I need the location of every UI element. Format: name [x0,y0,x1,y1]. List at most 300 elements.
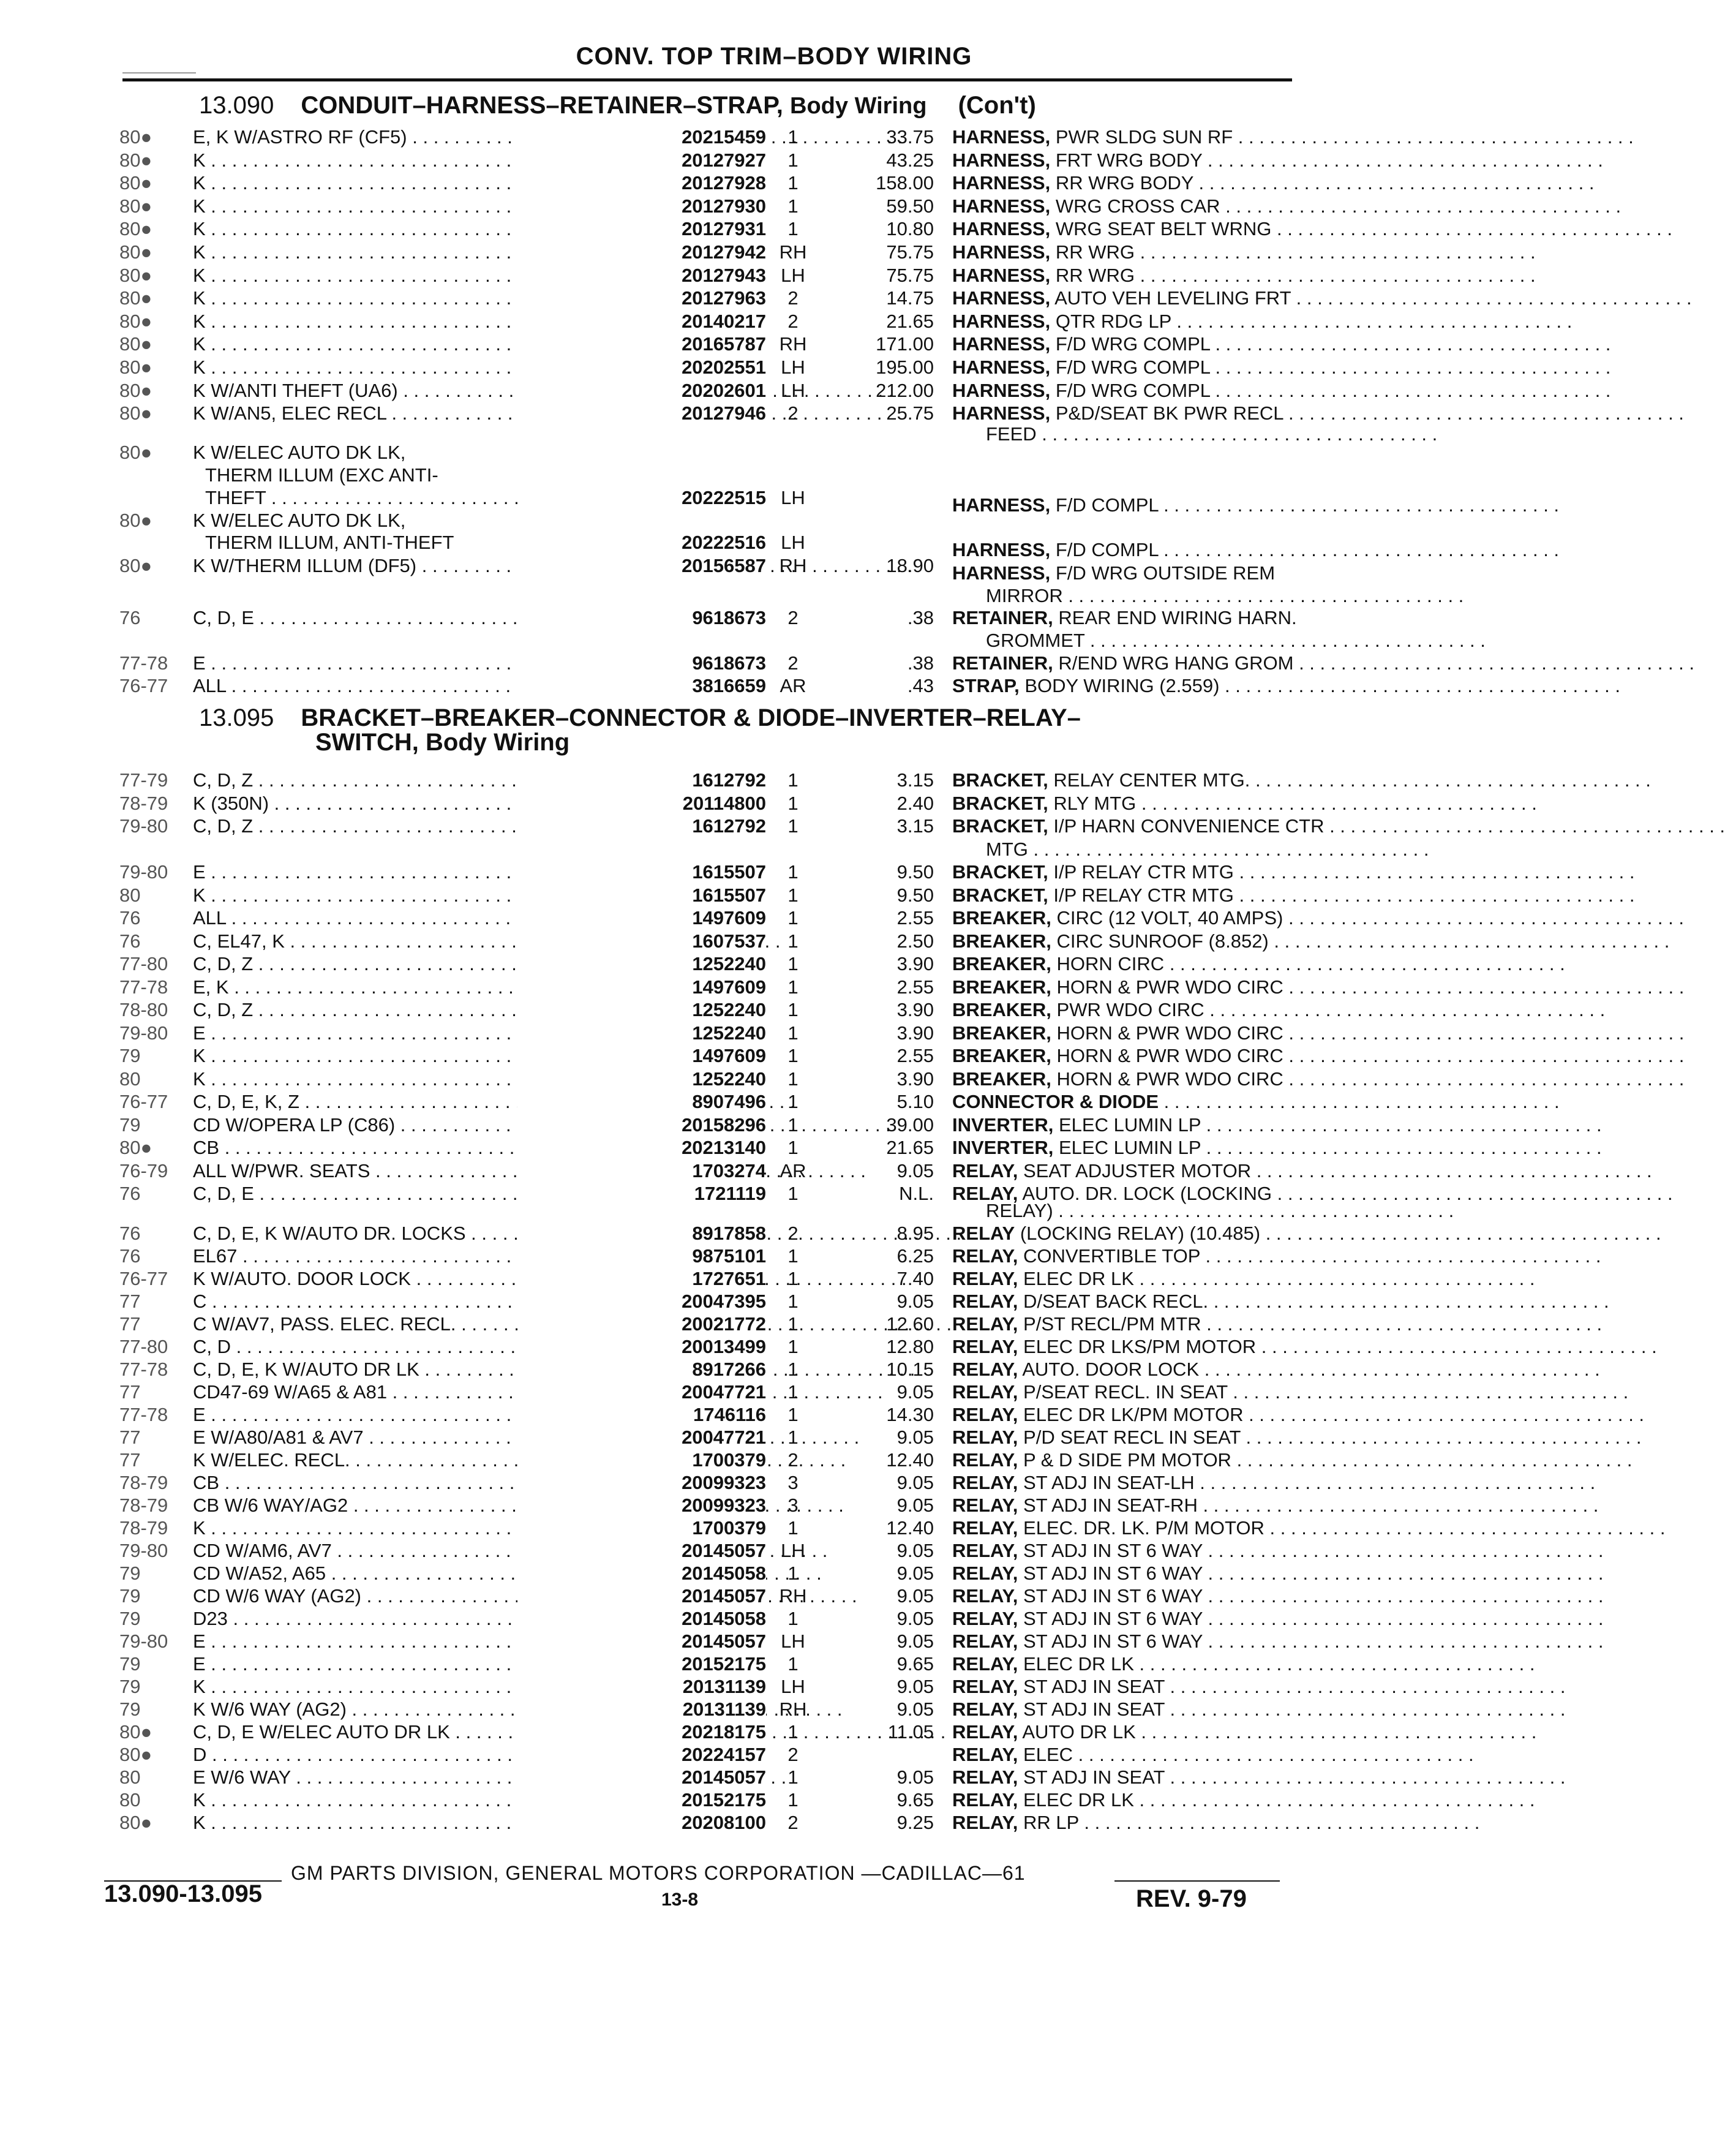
year-cell: 77-78 [119,976,168,998]
year-cell: 76-77 [119,1091,168,1112]
table-row [119,861,1289,884]
price-cell: .38 [907,652,934,674]
qty-cell: 1 [787,1183,799,1204]
qty-cell: 3 [787,1472,799,1493]
item-desc: F/D WRG COMPL [1055,333,1210,355]
desc-cell [952,1449,1289,1472]
year-cell: 77 [119,1313,141,1335]
item-name: BRACKET, [952,815,1048,837]
table-row [119,509,1289,532]
table-row [119,1698,1289,1721]
table-row [119,1290,1289,1313]
table-row [119,1114,1289,1137]
item-name: HARNESS, [952,172,1051,194]
table-row [119,1403,1289,1427]
item-desc: ST ADJ IN SEAT-RH [1023,1494,1198,1516]
desc-cell [952,264,1289,287]
table-row [119,1630,1289,1653]
item-desc: R/END WRG HANG GROM [1058,652,1294,674]
item-desc: FRT WRG BODY [1055,149,1203,171]
item-name: HARNESS, [952,287,1051,309]
table-row [119,1090,1289,1114]
part-number-cell: 1252240 [517,952,766,976]
desc-cell [952,674,1289,698]
year-cell: 77-78 [119,1404,168,1425]
section-13-095-heading [199,704,1081,731]
qty-cell: LH [781,379,805,401]
item-desc: F/D WRG COMPL [1055,356,1210,378]
item-name: RELAY, [952,1245,1018,1267]
item-desc: RELAY CENTER MTG. [1053,769,1250,791]
item-name: BRACKET, [952,792,1048,814]
table-row [119,333,1289,356]
item-desc: CIRC (12 VOLT, 40 AMPS) [1056,907,1283,929]
year-cell: 76 [119,930,141,952]
qty-cell: 2 [787,652,799,674]
qty-cell: 1 [787,1045,799,1066]
table-row [119,217,1289,241]
item-desc: PWR SLDG SUN RF [1055,126,1233,148]
year-cell: 76 [119,607,141,628]
qty-cell: LH [781,1676,805,1697]
item-name: RETAINER, [952,607,1053,628]
item-desc: ST ADJ IN ST 6 WAY [1023,1608,1203,1629]
item-desc: CIRC SUNROOF (8.852) [1056,930,1269,952]
model-cell: C, D, E W/ELEC AUTO DR LK . . . [193,1721,634,1744]
item-name: HARNESS, [952,241,1051,263]
part-number-cell: 20140217 [517,310,766,333]
price-cell: 3.90 [896,1068,934,1090]
item-name: HARNESS, [952,379,1051,401]
item-desc: WRG CROSS CAR [1055,195,1220,217]
item-desc: ELEC DR LK/PM MOTOR [1023,1404,1244,1425]
model-cell: THERM ILLUM (EXC ANTI- [205,464,438,486]
price-cell: 3.15 [896,815,934,837]
year-cell: 79 [119,1608,141,1629]
section-subtitle: Body Wiring [790,93,927,119]
part-number-cell: 20152175 [517,1789,766,1812]
part-number-cell: 1721119 [517,1182,766,1205]
part-number-cell: 3816659 [517,674,766,698]
desc-cell [952,1381,1289,1404]
item-desc: HORN CIRC [1056,953,1165,974]
table-row [119,1517,1289,1540]
price-cell: 9.50 [896,884,934,906]
desc-continuation: FEED . . . [986,423,1289,446]
year-cell: 80● [119,172,152,194]
item-name: RELAY, [952,1449,1018,1471]
price-cell: 9.65 [896,1789,934,1811]
qty-cell: LH [781,356,805,378]
part-number-cell: 20224157 [517,1743,766,1766]
table-row [119,172,1289,195]
year-cell: 77 [119,1291,141,1312]
model-cell: C, D, Z . . . [193,815,634,838]
header-rule [122,78,1292,81]
qty-cell: 2 [787,1449,799,1471]
model-cell: K . . . [193,195,634,218]
item-desc: ELEC. DR. LK. P/M MOTOR [1023,1517,1265,1539]
year-cell: 80● [119,264,152,286]
price-cell: .43 [907,675,934,696]
item-name: RELAY, [952,1766,1018,1788]
item-desc: P/ST RECL/PM MTR [1023,1313,1201,1335]
desc-cell [952,1607,1289,1630]
table-row [119,1675,1289,1698]
desc-cell [952,287,1289,310]
item-desc: ST ADJ IN SEAT [1023,1698,1165,1720]
section-number: 13.090 [199,92,274,119]
model-cell: E . . . [193,1630,634,1653]
model-cell: K W/ELEC AUTO DK LK, [193,510,406,531]
part-number-cell: 20127963 [517,287,766,310]
part-number-cell: 1727651 [517,1267,766,1291]
part-number-cell: 8917858 [517,1222,766,1245]
year-cell: 79 [119,1562,141,1584]
desc-cell [952,1471,1289,1494]
table-row [119,1044,1289,1068]
model-cell: CD W/OPERA LP (C86) . . . [193,1114,634,1137]
item-desc: AUTO. DR. LOCK (LOCKING [1022,1183,1272,1204]
part-number-cell: 20213140 [517,1136,766,1159]
page-title: CONV. TOP TRIM–BODY WIRING [576,43,972,70]
model-cell: CB . . . [193,1471,634,1494]
price-cell: 12.60 [886,1313,934,1335]
year-cell: 77-78 [119,1359,168,1380]
desc-cell [952,333,1289,356]
desc-cell [952,976,1289,999]
price-cell: 8.95 [896,1223,934,1244]
qty-cell: RH [779,241,807,263]
desc-cell [952,1743,1289,1766]
table-row [119,1068,1289,1091]
desc-cell [952,1403,1289,1427]
year-cell: 79 [119,1698,141,1720]
table-row [119,606,1297,630]
year-cell: 80● [119,1812,152,1833]
item-desc: ST ADJ IN SEAT [1023,1676,1165,1697]
table-row [119,1381,1289,1404]
year-cell: 79 [119,1676,141,1697]
item-desc: F/D WRG COMPL [1055,379,1210,401]
item-name: RELAY, [952,1268,1018,1289]
item-desc: F/D WRG OUTSIDE REM [1055,562,1276,584]
part-number-cell: 20131139 [517,1675,766,1698]
year-cell: 80● [119,1744,152,1765]
year-cell: 80● [119,218,152,240]
year-cell: 80● [119,1137,152,1158]
part-number-cell: 1252240 [517,1068,766,1091]
qty-cell: 1 [787,1091,799,1112]
header-rule-thin [122,72,196,74]
item-name: RELAY, [952,1183,1018,1204]
table-row [119,241,1289,264]
section-title-cont: SWITCH, [315,729,419,756]
model-cell: ALL W/PWR. SEATS . . . [193,1159,634,1183]
qty-cell: 2 [787,310,799,332]
item-name: RELAY, [952,1494,1018,1516]
desc-cell [952,149,1289,172]
section-title: BRACKET–BREAKER–CONNECTOR & DIODE–INVERTER–RELAY– [301,704,1081,731]
part-number-cell: 20047395 [517,1290,766,1313]
model-cell: E W/A80/A81 & AV7 . . . [193,1426,634,1449]
price-cell: N.L. [899,1183,934,1204]
desc-cell [952,1721,1289,1744]
price-cell: 212.00 [876,379,934,401]
model-cell: K W/ANTI THEFT (UA6) . . . [193,379,634,402]
price-cell: 9.05 [896,1766,934,1788]
year-cell: 80● [119,333,152,355]
desc-cell [952,952,1289,976]
price-cell: 2.40 [896,792,934,814]
price-cell: 18.90 [886,555,934,576]
desc-cell [952,379,1289,402]
year-cell: 77 [119,1449,141,1471]
price-cell: 39.00 [886,1114,934,1136]
part-number-cell: 9618673 [517,652,766,675]
model-cell: K . . . [193,149,634,172]
item-name: RELAY, [952,1653,1018,1675]
qty-cell: LH [781,532,805,553]
desc-cell [952,356,1289,379]
table-row [119,1585,1289,1608]
qty-cell: 1 [787,815,799,837]
qty-cell: LH [781,487,805,508]
price-cell: 3.90 [896,999,934,1020]
desc-cell [952,815,1325,838]
qty-cell: 1 [787,1268,799,1289]
desc-cell [952,1222,1289,1245]
price-cell: 9.05 [896,1630,934,1652]
model-cell: CD47-69 W/A65 & A81 . . . [193,1381,634,1404]
desc-cell [952,1114,1289,1137]
desc-cell [952,1562,1289,1585]
part-number-cell: 20099323 [517,1471,766,1494]
desc-cell [952,1044,1289,1068]
desc-cell [952,402,1289,425]
qty-cell: 2 [787,402,799,424]
model-cell: CD W/A52, A65 . . . [193,1562,634,1585]
part-number-cell: 20145057 [517,1766,766,1789]
table-row [119,1766,1289,1789]
table-row [119,1539,1289,1562]
year-cell: 80 [119,1068,141,1090]
model-cell: K . . . [193,1811,634,1834]
part-number-cell: 20127927 [517,149,766,172]
qty-cell: 1 [787,1114,799,1136]
model-cell: K (350N) . . . [193,792,634,815]
part-number-cell: 20202551 [517,356,766,379]
model-cell: K W/ELEC. RECL. . . . [193,1449,634,1472]
year-cell: 76-79 [119,1159,168,1182]
model-cell: C, D, E . . . [193,606,634,630]
desc-cell [952,792,1289,815]
price-cell: 75.75 [886,264,934,286]
part-number-cell: 20202601 [517,379,766,402]
qty-cell: 1 [787,149,799,171]
table-row [119,930,1289,953]
item-name: RELAY, [952,1517,1018,1539]
part-number-cell: 20127943 [517,264,766,287]
part-number-cell: 20145057 [517,1630,766,1653]
table-row [119,976,1289,999]
price-cell: 9.05 [896,1562,934,1584]
qty-cell: 1 [787,1313,799,1335]
model-cell: K . . . [193,333,634,356]
qty-cell: RH [779,333,807,355]
qty-cell: 1 [787,1359,799,1380]
year-cell: 79-80 [119,1630,168,1652]
desc-continuation: RELAY) . . . [986,1199,1289,1223]
year-cell: 80 [119,1766,141,1788]
year-cell: 78-80 [119,999,168,1020]
qty-cell: 1 [787,1068,799,1090]
item-name: BRACKET, [952,884,1048,906]
part-number-cell: 20215459 [517,126,766,149]
item-desc: RR LP [1023,1812,1079,1833]
model-cell: D . . . [193,1743,634,1766]
item-desc: I/P RELAY CTR MTG [1053,884,1234,906]
year-cell: 80● [119,510,152,531]
item-desc: ELEC [1023,1744,1073,1765]
table-row [119,441,1289,464]
desc-cell [952,1245,1289,1268]
desc-cell [952,172,1289,195]
model-cell: K W/THERM ILLUM (DF5) . . . [193,554,634,578]
item-desc: RR WRG BODY [1055,172,1193,194]
model-cell: C, D, Z . . . [193,769,634,792]
model-cell: E . . . [193,1022,634,1045]
item-desc: I/P RELAY CTR MTG [1053,861,1234,883]
model-cell: ALL . . . [193,907,634,930]
item-desc: HORN & PWR WDO CIRC [1056,976,1283,998]
item-name: INVERTER, [952,1114,1054,1136]
model-cell: EL67 . . . [193,1245,634,1268]
qty-cell: 1 [787,1517,799,1539]
part-number-cell: 20145057 [517,1539,766,1562]
model-cell: K . . . [193,356,634,379]
desc-cell [952,1811,1289,1834]
year-cell: 76 [119,1183,141,1204]
item-desc: HORN & PWR WDO CIRC [1056,1022,1283,1044]
desc-cell [952,195,1289,218]
qty-cell: 1 [787,126,799,148]
item-name: BREAKER, [952,907,1051,929]
item-name: RELAY, [952,1608,1018,1629]
item-desc: RR WRG [1055,241,1135,263]
part-number-cell: 1497609 [517,1044,766,1068]
part-number-cell: 8917266 [517,1358,766,1381]
model-cell: CB . . . [193,1136,634,1159]
year-cell: 79 [119,1585,141,1607]
item-name: HARNESS, [952,126,1051,148]
qty-cell: 1 [787,1381,799,1403]
price-cell: 21.65 [886,1137,934,1158]
price-cell: 9.50 [896,861,934,883]
model-cell: C, D, E, K, Z . . . [193,1090,634,1114]
part-number-cell: 1615507 [517,884,766,907]
item-desc: REAR END WIRING HARN. [1058,607,1297,628]
item-desc: AUTO VEH LEVELING FRT [1054,287,1291,309]
year-cell: 78-79 [119,1494,168,1516]
item-desc: BODY WIRING (2.559) [1024,675,1220,696]
year-cell: 77 [119,1427,141,1448]
desc-cell [952,884,1289,907]
year-cell: 78-79 [119,1517,168,1539]
price-cell: 10.80 [886,218,934,240]
model-cell: C, D . . . [193,1335,634,1359]
price-cell: 3.90 [896,953,934,974]
price-cell: 3.90 [896,1022,934,1044]
model-cell: K W/ELEC AUTO DK LK, [193,442,406,463]
desc-cell [952,1313,1289,1336]
item-name: RELAY, [952,1676,1018,1697]
item-desc: PWR WDO CIRC [1056,999,1204,1020]
item-name: RELAY, [952,1744,1018,1765]
item-desc: F/D COMPL [1055,539,1159,560]
item-desc: D/SEAT BACK RECL. [1023,1291,1209,1312]
part-number-cell: 9875101 [517,1245,766,1268]
part-number-cell: 20127946 [517,402,766,425]
section-number: 13.095 [199,704,274,731]
item-desc: P/SEAT RECL. IN SEAT [1023,1381,1228,1403]
desc-cell [952,1494,1289,1517]
item-desc: AUTO DR LK [1022,1721,1136,1743]
price-cell: 9.25 [896,1812,934,1833]
model-cell: E . . . [193,1653,634,1676]
price-cell: 9.05 [896,1608,934,1629]
model-cell: K . . . [193,172,634,195]
price-cell: 6.25 [896,1245,934,1267]
year-cell: 80● [119,241,152,263]
qty-cell: 1 [787,1336,799,1357]
price-cell: 9.05 [896,1585,934,1607]
desc-cell [952,1358,1289,1381]
part-number-cell: 9618673 [517,606,766,630]
table-row [119,1022,1289,1045]
item-desc: AUTO. DOOR LOCK [1022,1359,1200,1380]
model-cell: ALL . . . [193,674,634,698]
part-number-cell: 20156587 [517,554,766,578]
item-name: RELAY, [952,1562,1018,1584]
price-cell: 11.05 [887,1721,934,1743]
part-number-cell: 1703274 [517,1159,766,1183]
section-13-090-heading [199,92,1036,119]
item-desc: I/P HARN CONVENIENCE CTR [1053,815,1325,837]
item-name: BREAKER, [952,1045,1051,1066]
table-row [119,264,1289,287]
year-cell: 77-80 [119,1336,168,1357]
footer-publisher: GM PARTS DIVISION, GENERAL MOTORS CORPORATION —CADILLAC—61 [291,1862,1026,1884]
item-desc: P & D SIDE PM MOTOR [1023,1449,1231,1471]
item-name: HARNESS, [952,149,1051,171]
table-row [119,792,1289,815]
item-name: RELAY, [952,1472,1018,1493]
desc-cell [952,769,1289,792]
year-cell: 76-77 [119,1268,168,1289]
qty-cell: 1 [787,884,799,906]
qty-cell: 1 [787,861,799,883]
table-row [119,1159,1289,1183]
price-cell: 12.40 [886,1517,934,1539]
part-number-cell: 1252240 [517,998,766,1022]
qty-cell: 1 [787,1608,799,1629]
qty-cell: 1 [787,1404,799,1425]
qty-cell: 1 [787,976,799,998]
year-cell: 77-78 [119,652,168,674]
part-number-cell: 20145058 [517,1562,766,1585]
item-name: RELAY, [952,1789,1018,1811]
